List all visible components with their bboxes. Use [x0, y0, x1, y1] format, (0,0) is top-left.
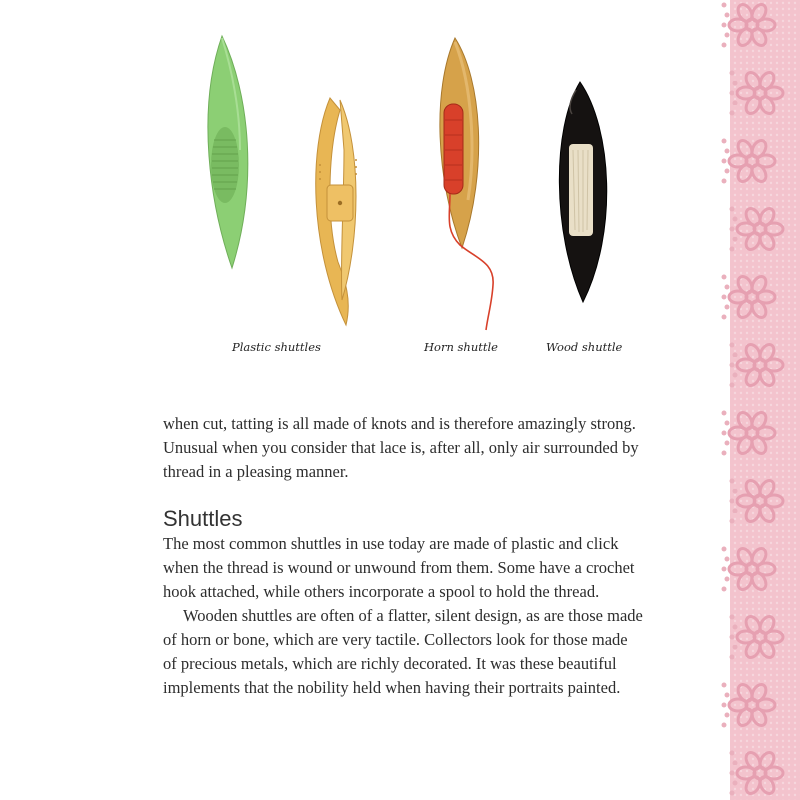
lace-picot — [722, 139, 727, 144]
lace-picot — [730, 791, 735, 796]
lace-picot — [730, 227, 735, 232]
lace-picot — [722, 159, 727, 164]
lace-picot — [722, 43, 727, 48]
wood-shuttle — [559, 82, 606, 302]
caption-horn-shuttle: Horn shuttle — [424, 340, 498, 354]
lace-picot — [722, 275, 727, 280]
lace-picot — [733, 509, 738, 514]
paragraph-1: The most common shuttles in use today are made of plastic and click when the thread is wound or unwound from them. Some have a crochet hook attached, while others incorporate a spool to hold the thread. — [163, 534, 635, 601]
intro-text: when cut, tatting is all made of knots and is therefore amazingly strong. Unusual when you consider that lace is, after all, only air surrounded by thread in a pleasing manner. — [163, 414, 639, 481]
lace-picot — [730, 111, 735, 116]
lace-picot — [730, 655, 735, 660]
intro-paragraph — [163, 412, 643, 484]
lace-picot — [733, 645, 738, 650]
lace-picot — [725, 13, 730, 18]
lace-picot — [730, 343, 735, 348]
lace-picot — [730, 635, 735, 640]
lace-picot — [733, 625, 738, 630]
lace-picot — [725, 577, 730, 582]
lace-picot — [725, 305, 730, 310]
lace-picot — [730, 71, 735, 76]
lace-picot — [730, 519, 735, 524]
lace-picot — [722, 315, 727, 320]
lace-picot — [722, 451, 727, 456]
lace-picot — [730, 479, 735, 484]
lace-picot — [725, 33, 730, 38]
lace-picot — [722, 411, 727, 416]
lace-picot — [733, 81, 738, 86]
pink-lace-border — [660, 0, 800, 800]
green-plastic-shuttle — [208, 36, 248, 268]
lace-picot — [722, 431, 727, 436]
caption-plastic-shuttles: Plastic shuttles — [232, 340, 321, 354]
lace-picot — [725, 169, 730, 174]
lace-picot — [722, 567, 727, 572]
lace-picot — [730, 615, 735, 620]
lace-picot — [730, 383, 735, 388]
lace-picot — [733, 353, 738, 358]
lace-picot — [722, 703, 727, 708]
lace-picot — [725, 441, 730, 446]
lace-picot — [730, 91, 735, 96]
lace-picot — [725, 713, 730, 718]
lace-picot — [733, 373, 738, 378]
lace-picot — [733, 101, 738, 106]
section-heading: Shuttles — [163, 506, 243, 531]
lace-picot — [722, 179, 727, 184]
lace-picot — [725, 557, 730, 562]
lace-picot — [730, 363, 735, 368]
horn-shuttle — [440, 38, 493, 330]
lace-picot — [733, 761, 738, 766]
shuttles-photograph — [0, 0, 670, 370]
lace-picot — [730, 247, 735, 252]
lace-picot — [725, 285, 730, 290]
lace-picot — [725, 421, 730, 426]
lace-picot — [722, 587, 727, 592]
lace-picot — [722, 547, 727, 552]
lace-picot — [725, 693, 730, 698]
lace-picot — [725, 149, 730, 154]
lace-picot — [722, 23, 727, 28]
caption-wood-shuttle: Wood shuttle — [546, 340, 623, 354]
lace-picot — [722, 3, 727, 8]
paragraph-2: Wooden shuttles are often of a flatter, silent design, as are those made of horn or bone, which are very tactile. Collectors look for those made of precious metals, which are richly decorated. It was these beautiful implements that the nobility held when having their portraits painted. — [163, 606, 643, 697]
lace-picot — [730, 207, 735, 212]
section-body — [163, 532, 643, 700]
yellow-plastic-shuttle — [316, 98, 357, 325]
lace-picot — [730, 499, 735, 504]
lace-picot — [722, 723, 727, 728]
lace-picot — [722, 295, 727, 300]
lace-picot — [730, 771, 735, 776]
lace-picot — [733, 217, 738, 222]
lace-picot — [722, 683, 727, 688]
lace-picot — [733, 781, 738, 786]
lace-picot — [730, 751, 735, 756]
lace-picot — [733, 237, 738, 242]
lace-picot — [733, 489, 738, 494]
